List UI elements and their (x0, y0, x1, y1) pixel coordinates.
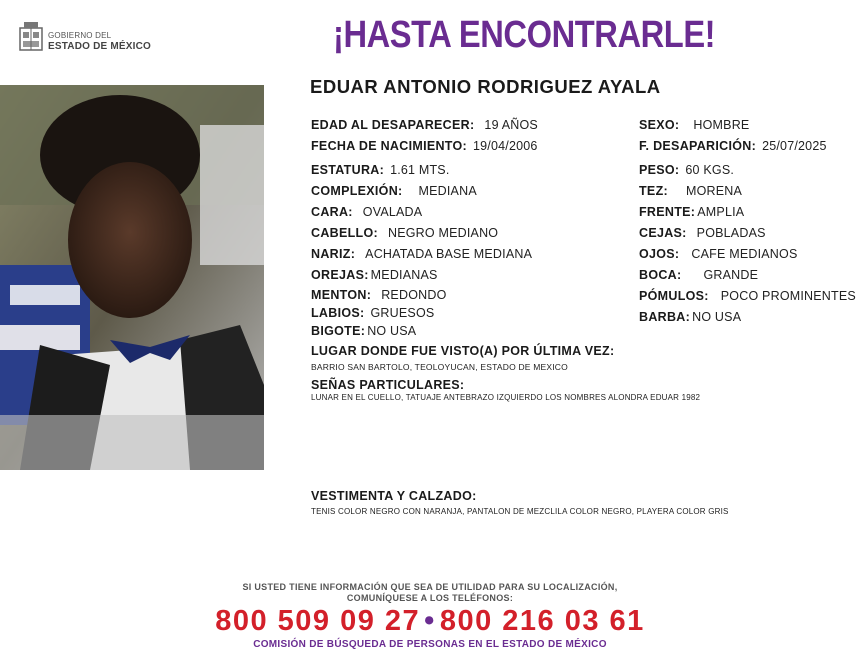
headline: ¡HASTA ENCONTRARLE! (333, 14, 716, 56)
field-disappearance-date (639, 139, 827, 153)
logo-text-line2: ESTADO DE MÉXICO (48, 41, 152, 52)
field-build (311, 184, 477, 198)
field-hair (311, 226, 498, 240)
field-sex (639, 118, 749, 132)
field-value: POCO PROMINENTES (720, 289, 856, 303)
phone-numbers (150, 605, 710, 638)
field-label: COMPLEXIÓN: (311, 184, 403, 198)
clothing-text: TENIS COLOR NEGRO CON NARANJA, PANTALON DE MEZCLILA COLOR NEGRO, PLAYERA COLOR GRIS (311, 507, 729, 516)
field-face (311, 205, 422, 219)
last-seen-title: LUGAR DONDE FUE VISTO(A) POR ÚLTIMA VEZ: (311, 344, 615, 358)
marks-text: LUNAR EN EL CUELLO, TATUAJE ANTEBRAZO IZQUIERDO LOS NOMBRES ALONDRA EDUAR 1982 (311, 393, 701, 402)
field-value: NEGRO MEDIANO (387, 226, 499, 240)
field-label: LABIOS: (311, 306, 365, 320)
field-label: FRENTE: (639, 205, 696, 219)
field-skin (639, 184, 742, 198)
field-label: CEJAS: (639, 226, 687, 240)
logo-text-line1: GOBIERNO DEL (48, 31, 112, 40)
field-value: GRUESOS (370, 306, 435, 320)
phone-number-2[interactable]: 800 216 03 61 (439, 605, 645, 637)
missing-person-name: EDUAR ANTONIO RODRIGUEZ AYALA (310, 76, 661, 97)
field-value: NO USA (367, 324, 417, 338)
field-label: BARBA: (639, 310, 691, 324)
field-value: MORENA (685, 184, 743, 198)
field-label: OREJAS: (311, 268, 369, 282)
phone-separator: • (424, 605, 436, 637)
contact-line2: COMUNÍQUESE A LOS TELÉFONOS: (346, 593, 514, 603)
field-forehead (639, 205, 744, 219)
field-weight (639, 163, 734, 177)
field-value: 1.61 MTS. (390, 163, 450, 177)
field-label: F. DESAPARICIÓN: (639, 139, 757, 153)
field-label: BOCA: (639, 268, 682, 282)
field-value: GRANDE (703, 268, 759, 282)
field-label: ESTATURA: (311, 163, 385, 177)
field-lips (311, 306, 434, 320)
marks-title: SEÑAS PARTICULARES: (311, 378, 465, 392)
phone-number-1[interactable]: 800 509 09 27 (215, 605, 421, 637)
field-value: AMPLIA (697, 205, 745, 219)
clothing-title: VESTIMENTA Y CALZADO: (311, 489, 477, 503)
photo-illustration (0, 85, 264, 470)
field-value: OVALADA (362, 205, 423, 219)
field-label: PESO: (639, 163, 680, 177)
field-label: CARA: (311, 205, 353, 219)
field-value: CAFE MEDIANOS (691, 247, 798, 261)
field-value: HOMBRE (693, 118, 750, 132)
field-label: FECHA DE NACIMIENTO: (311, 139, 467, 153)
contact-line1: SI USTED TIENE INFORMACIÓN QUE SEA DE UTILIDAD PARA SU LOCALIZACIÓN, (242, 582, 618, 592)
field-label: CABELLO: (311, 226, 378, 240)
field-cheekbones (639, 289, 856, 303)
last-seen-text: BARRIO SAN BARTOLO, TEOLOYUCAN, ESTADO DE MEXICO (311, 362, 568, 372)
field-value: REDONDO (381, 288, 447, 302)
field-eyes (639, 247, 798, 261)
field-value: NO USA (692, 310, 742, 324)
field-value: MEDIANA (418, 184, 477, 198)
field-value: 25/07/2025 (762, 139, 827, 153)
field-mouth (639, 268, 758, 282)
field-label: TEZ: (639, 184, 668, 198)
field-value: 19 AÑOS (484, 118, 538, 132)
field-label: SEXO: (639, 118, 680, 132)
field-nose (311, 247, 532, 261)
field-label: MENTON: (311, 288, 372, 302)
field-label: OJOS: (639, 247, 680, 261)
field-value: ACHATADA BASE MEDIANA (365, 247, 533, 261)
field-value: 60 KGS. (685, 163, 735, 177)
field-age (311, 118, 538, 132)
field-chin (311, 288, 447, 302)
field-value: MEDIANAS (370, 268, 438, 282)
field-ears (311, 268, 438, 282)
field-value: POBLADAS (696, 226, 766, 240)
field-height (311, 163, 450, 177)
field-birthdate (311, 139, 538, 153)
field-moustache (311, 324, 416, 338)
missing-person-photo (0, 85, 264, 470)
field-label: NARIZ: (311, 247, 356, 261)
government-logo (18, 20, 158, 56)
field-beard (639, 310, 741, 324)
field-eyebrows (639, 226, 766, 240)
state-emblem-icon (18, 20, 44, 52)
field-label: BIGOTE: (311, 324, 366, 338)
field-value: 19/04/2006 (473, 139, 538, 153)
field-label: EDAD AL DESAPARECER: (311, 118, 475, 132)
field-label: PÓMULOS: (639, 289, 709, 303)
commission-name: COMISIÓN DE BÚSQUEDA DE PERSONAS EN EL ESTADO DE MÉXICO (253, 639, 607, 650)
